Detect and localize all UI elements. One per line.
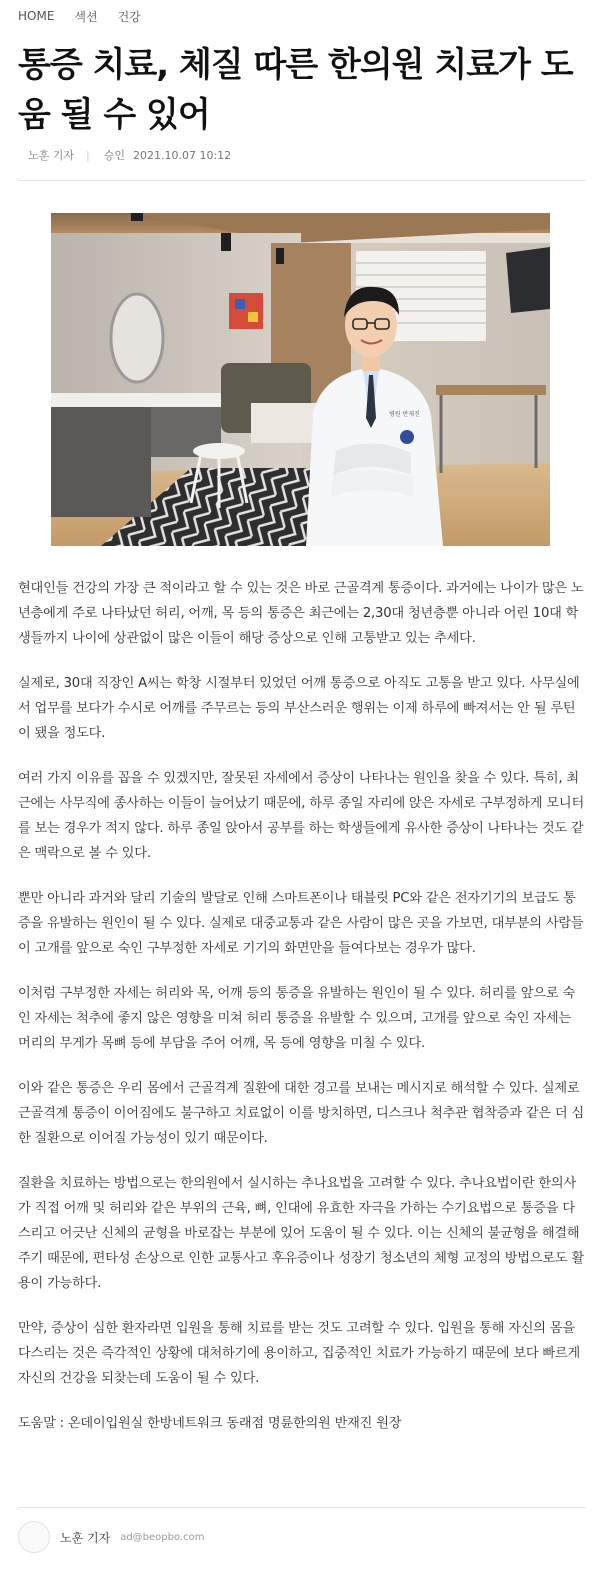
photo-name-tag: 병원 반재진 [389,411,420,418]
article-credit: 도움말 : 온데이입원실 한방네트워크 동래점 명륜한의원 반재진 원장 [18,1416,402,1431]
breadcrumb [18,8,141,24]
article-paragraph: 만약, 증상이 심한 환자라면 입원을 통해 치료를 받는 것도 고려할 수 있다. 입원을 통해 자신의 몸을 다스리는 것은 즉각적인 상황에 대처하기에 용이하고, 집중적인 치료가 가능하기 때문에 보다 빠르게 자신의 건강을 되찾는데 도움이 될 수 있다. [18,1321,581,1386]
author-name[interactable]: 노훈 기자 [60,1530,111,1545]
article-meta [28,147,231,163]
approved-label: 승인 [103,149,125,162]
approved-date: 2021.10.07 10:12 [133,148,232,162]
author-box [18,1521,204,1553]
author-email-link[interactable]: ad@beopbo.com [120,1531,205,1543]
article-paragraph: 질환을 치료하는 방법으로는 한의원에서 실시하는 추나요법을 고려할 수 있다. 추나요법이란 한의사가 직접 어깨 및 허리와 같은 부위의 근육, 뼈, 인대에 유효한 자극을 가하는 수기요법으로 통증을 다스리고 어긋난 신체의 균형을 바로잡는 부분에 있어 도움이 될 수 있다. 이는 신체의 불균형을 해결해주기 때문에, 편타성 손상으로 인한 교통사고 후유증이나 성장기 청소년의 체형 교정의 방법으로도 활용이 가능하다. [18,1176,584,1291]
breadcrumb-home-link[interactable]: HOME [18,9,55,23]
article-paragraph: 이와 같은 통증은 우리 몸에서 근골격계 질환에 대한 경고를 보내는 메시지로 해석할 수 있다. 실제로 근골격계 통증이 이어짐에도 불구하고 치료없이 이를 방치하면, 디스크나 척추관 협착증과 같은 더 심한 질환으로 이어질 가능성이 있기 때문이다. [18,1081,584,1146]
article-paragraph: 여러 가지 이유를 꼽을 수 있겠지만, 잘못된 자세에서 증상이 나타나는 원인을 찾을 수 있다. 특히, 최근에는 사무직에 종사하는 이들이 늘어났기 때문에, 하루 종일 자리에 앉은 자세로 구부정하게 모니터를 보는 경우가 적지 않다. 하루 종일 앉아서 공부를 하는 학생들에게 유사한 증상이 나타나는 것도 같은 맥락으로 볼 수 있다. [18,771,584,861]
article-paragraph: 뿐만 아니라 과거와 달리 기술의 발달로 인해 스마트폰이나 태블릿 PC와 같은 전자기기의 보급도 통증을 유발하는 원인이 될 수 있다. 실제로 대중교통과 같은 사람이 많은 곳을 가보면, 대부분의 사람들이 고개를 앞으로 숙인 구부정한 자세로 기기의 화면만을 들여다보는 경우가 많다. [18,891,584,956]
meta-divider: | [86,148,90,162]
avatar [18,1521,50,1553]
footer-divider [18,1507,586,1508]
breadcrumb-category-link[interactable]: 건강 [117,9,141,24]
article-headline: 통증 치료, 체질 따른 한의원 치료가 도움 될 수 있어 [18,45,573,135]
byline-author: 노훈 기자 [28,149,75,162]
breadcrumb-section-link[interactable]: 섹션 [74,9,98,24]
article-paragraph: 이처럼 구부정한 자세는 허리와 목, 어깨 등의 통증을 유발하는 원인이 될 수 있다. 허리를 앞으로 숙인 자세는 척추에 좋지 않은 영향을 미쳐 허리 통증을 유발할 수 있으며, 고개를 앞으로 숙인 자세는 머리의 무게가 목뼈 등에 부담을 주어 어깨, 목 등에 영향을 미칠 수 있다. [18,986,575,1051]
article-photo [51,213,550,546]
article-paragraph: 현대인들 건강의 가장 큰 적이라고 할 수 있는 것은 바로 근골격계 통증이다. 과거에는 나이가 많은 노년층에게 주로 나타났던 허리, 어깨, 목 등의 통증은 최근에는 2,30대 청년층뿐 아니라 어린 10대 학생들까지 나이에 상관없이 많은 이들이 해당 증상으로 인해 고통받고 있는 추세다. [18,581,584,646]
header-divider [18,180,586,181]
article-body [18,576,586,1456]
article-paragraph: 실제로, 30대 직장인 A씨는 학창 시절부터 있었던 어깨 통증으로 아직도 고통을 받고 있다. 사무실에서 업무를 보다가 수시로 어깨를 주무르는 등의 부산스러운 행위는 이제 하루에 빠져서는 안 될 루틴이 됐을 정도다. [18,676,580,741]
